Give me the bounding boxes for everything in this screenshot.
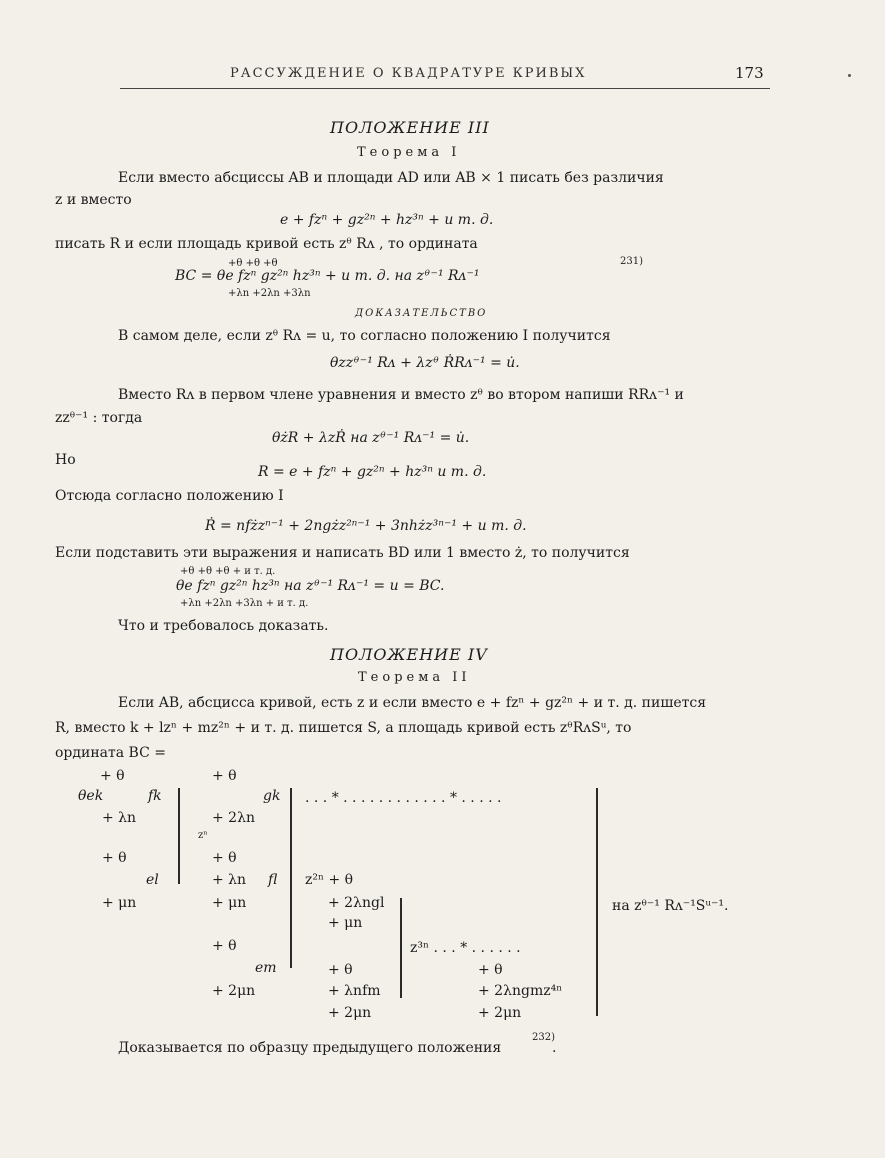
m-z3n: z³ⁿ . . . * . . . . . . <box>410 940 521 956</box>
m-dots1: . . . * . . . . . . . . . . . . * . . . . . <box>305 790 502 806</box>
formula-2: BC = θe fzⁿ gz²ⁿ hz³ⁿ + и т. д. на zᶿ⁻¹ Rᴧ⁻¹ <box>175 268 480 284</box>
m-un: + μn <box>102 895 137 911</box>
m-na: на zᶿ⁻¹ Rᴧ⁻¹Sᵘ⁻¹. <box>612 898 729 914</box>
m-top-theta: + θ <box>100 768 125 784</box>
tableau-bar-4 <box>596 788 598 1016</box>
speck <box>848 74 851 77</box>
prop3-p5: Если подставить эти выражения и написать BD или 1 вместо ż, то получится <box>55 545 630 561</box>
formula-7-lower: +λn +2λn +3λn + и т. д. <box>180 598 309 609</box>
prop4-p1-line2: R, вместо k + lzⁿ + mz²ⁿ + и т. д. пишется S, а площадь кривой есть zᶿRᴧSᵘ, то <box>55 720 632 736</box>
qed: Что и требовалось доказать. <box>118 618 329 634</box>
m-ln2: + λn <box>212 872 247 888</box>
tableau-bar-1 <box>178 788 180 884</box>
m-2un: + 2μn <box>212 983 256 999</box>
proof-title: ДОКАЗАТЕЛЬСТВО <box>355 308 488 319</box>
m-2un3: + 2μn <box>478 1005 522 1021</box>
tableau-bar-3 <box>400 898 402 998</box>
m-un2: + μn <box>212 895 247 911</box>
formula-1: e + fzⁿ + gz²ⁿ + hz³ⁿ + и т. д. <box>280 212 494 228</box>
formula-7: θe fzⁿ gz²ⁿ hz³ⁿ на zᶿ⁻¹ Rᴧ⁻¹ = u = BC. <box>176 578 445 594</box>
running-title: РАССУЖДЕНИЕ О КВАДРАТУРЕ КРИВЫХ <box>230 66 587 81</box>
final-line: Доказывается по образцу предыдущего положения <box>118 1040 502 1056</box>
footnote-232: 232) <box>532 1032 555 1043</box>
m-em: em <box>255 960 277 976</box>
m-fl: fl <box>268 872 278 888</box>
m-top-theta2: + θ <box>212 768 237 784</box>
m-un3: + μn <box>328 915 363 931</box>
prop3-p1-line2: z и вместо <box>55 192 132 208</box>
prop3-theorem: Теорема I <box>357 145 461 160</box>
footnote-231: 231) <box>620 256 643 267</box>
prop3-p2: писать R и если площадь кривой есть zᶿ Rᴧ , то ордината <box>55 236 478 252</box>
m-ln: + λn <box>102 810 137 826</box>
m-lnfm: + λnfm <box>328 983 381 999</box>
formula-3: θzzᶿ⁻¹ Rᴧ + λzᶿ ṘRᴧ⁻¹ = u̇. <box>330 355 520 371</box>
m-theta-a: + θ <box>102 850 127 866</box>
m-2lngmz: + 2λngmz⁴ⁿ <box>478 983 563 999</box>
proof-line1: В самом деле, если zᶿ Rᴧ = u, то согласно положению I получится <box>118 328 611 344</box>
prop3-p3-line1: Вместо Rᴧ в первом члене уравнения и вместо zᶿ во втором напиши RRᴧ⁻¹ и <box>118 387 684 403</box>
prop3-p3-line2: zzᶿ⁻¹ : тогда <box>55 410 143 426</box>
prop4-p1-line3: ордината BC = <box>55 745 167 761</box>
formula-6: Ṙ = nfżzⁿ⁻¹ + 2ngżz²ⁿ⁻¹ + 3nhżz³ⁿ⁻¹ + и т. д. <box>205 518 527 534</box>
prop4-theorem: Теорема II <box>358 670 471 685</box>
m-0ek: θek <box>78 788 104 804</box>
prop4-p1-line1: Если AB, абсцисса кривой, есть z и если вместо e + fzⁿ + gz²ⁿ + и т. д. пишется <box>118 695 707 711</box>
m-theta-e: + θ <box>478 962 503 978</box>
formula-2-upper: +θ +θ +θ <box>228 258 278 269</box>
header-rule <box>120 88 770 89</box>
prop3-p4: Отсюда согласно положению I <box>55 488 284 504</box>
m-2ln: + 2λn <box>212 810 255 826</box>
m-2un2: + 2μn <box>328 1005 372 1021</box>
m-gk: gk <box>263 788 281 804</box>
m-el: el <box>146 872 159 888</box>
final-dot: . <box>552 1040 557 1056</box>
m-zn: zⁿ <box>198 830 208 841</box>
formula-7-upper: +θ +θ +θ + и т. д. <box>180 566 276 577</box>
m-theta-c: + θ <box>212 938 237 954</box>
formula-5: R = e + fzⁿ + gz²ⁿ + hz³ⁿ и т. д. <box>258 464 487 480</box>
formula-2-lower: +λn +2λn +3λn <box>228 288 311 299</box>
but-label: Но <box>55 452 76 468</box>
prop3-p1-line1: Если вместо абсциссы AB и площади AD или AB × 1 писать без различия <box>118 170 664 186</box>
tableau-bar-2 <box>290 788 292 968</box>
m-z2n: z²ⁿ + θ <box>305 872 354 888</box>
prop3-title: ПОЛОЖЕНИЕ III <box>330 118 490 137</box>
page-number: 173 <box>735 64 764 82</box>
m-theta-b: + θ <box>212 850 237 866</box>
m-2lngl: + 2λngl <box>328 895 385 911</box>
formula-4: θżR + λzṘ на zᶿ⁻¹ Rᴧ⁻¹ = u̇. <box>272 430 470 446</box>
m-theta-d: + θ <box>328 962 353 978</box>
prop4-title: ПОЛОЖЕНИЕ IV <box>330 645 488 664</box>
m-fk: fk <box>148 788 162 804</box>
